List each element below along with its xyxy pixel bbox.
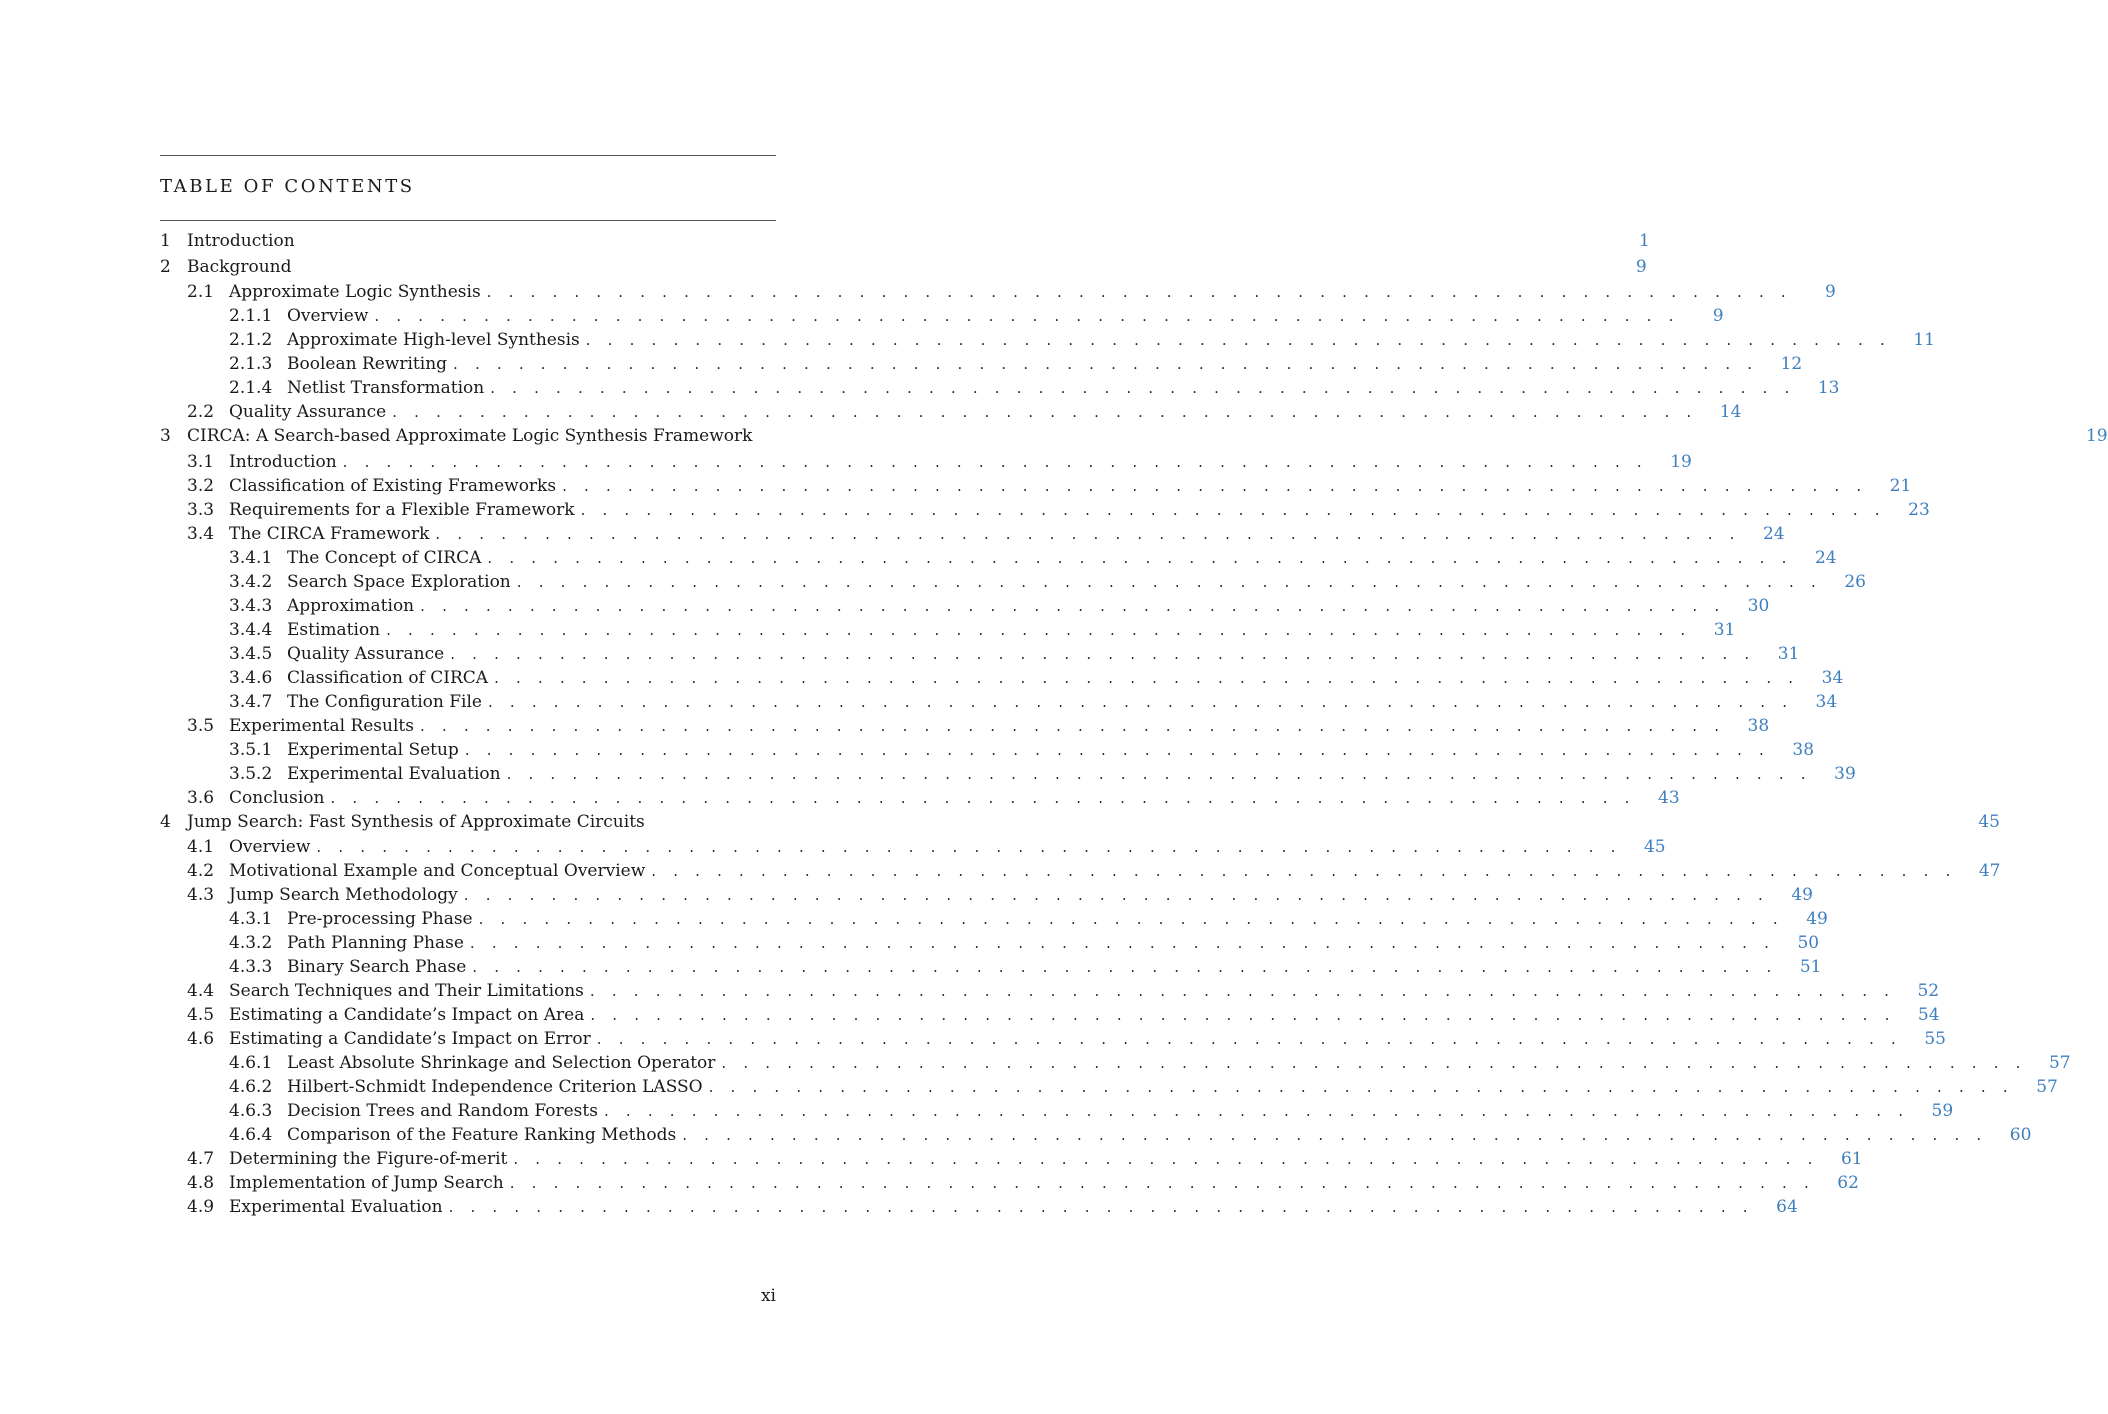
toc-entry-4-7[interactable] [160,1147,1863,1171]
toc-entry-title[interactable]: Search Techniques and Their Limitations [229,979,590,1003]
toc-entry-page-link[interactable]: 34 [1815,691,1838,712]
toc-entry-page-link[interactable]: 61 [1840,1149,1863,1169]
toc-entry-number: 4.5 [187,1005,215,1025]
dot-leader: . . . . . . . . . . . . . . . . . . . . . . . . . . . . . . . . . . . . . . . . . . . . . . . . . . . . . . . . . . . . [596,1030,1902,1048]
table-of-contents [160,229,2108,1219]
toc-entry-number: 3.1 [187,451,215,472]
toc-entry-title[interactable]: Estimation [287,618,386,642]
toc-entry-page-link[interactable]: 26 [1844,571,1866,592]
toc-entry-title[interactable]: Overview [287,304,374,328]
toc-entry-title[interactable]: Approximate Logic Synthesis [229,280,487,304]
toc-entry-title[interactable]: Decision Trees and Random Forests [287,1099,604,1123]
dot-leader: . . . . . . . . . . . . . . . . . . . . . . . . . . . . . . . . . . . . . . . . . . . . . . . . . . . . . . . . . . . . [585,331,1891,349]
toc-entry-number: 4.6 [187,1029,215,1049]
toc-entry-4-6-1[interactable] [160,1051,2071,1075]
toc-entry-title[interactable]: The Concept of CIRCA [287,546,487,570]
toc-entry-page-link[interactable]: 19 [1670,451,1692,472]
toc-entry-number: 3.4.5 [229,643,273,664]
toc-entry-number: 4.6.3 [229,1101,273,1121]
toc-entry-number: 3.4 [187,523,215,544]
toc-entry-title[interactable]: Implementation of Jump Search [229,1171,510,1195]
toc-entry-number: 4 [160,811,171,832]
toc-entry-number: 2 [160,256,171,277]
dot-leader: . . . . . . . . . . . . . . . . . . . . . . . . . . . . . . . . . . . . . . . . . . . . . . . . . . . . . . . . . . . . [721,1054,2027,1072]
toc-entry-number: 4.8 [187,1173,215,1193]
toc-entry-2-1[interactable] [160,280,1836,304]
toc-entry-page-link[interactable]: 9 [1825,282,1836,302]
toc-entry-number: 4.6.2 [229,1077,273,1097]
toc-entry-4-3-1[interactable] [160,907,1828,931]
toc-entry-title[interactable]: Conclusion [229,786,330,810]
toc-entry-title[interactable]: Requirements for a Flexible Framework [229,498,581,522]
dot-leader: . . . . . . . . . . . . . . . . . . . . . . . . . . . . . . . . . . . . . . . . . . . . . . . . . . . . . . . . . . . . [487,692,1794,711]
dot-leader: . . . . . . . . . . . . . . . . . . . . . . . . . . . . . . . . . . . . . . . . . . . . . . . . . . . . . . . . . . . . [509,1174,1815,1192]
toc-entry-page-link[interactable]: 39 [1834,763,1856,784]
toc-entry-3-5-2[interactable] [160,762,1856,786]
toc-entry-page-link[interactable]: 57 [2036,1077,2058,1097]
toc-entry-page-link[interactable]: 51 [1799,957,1822,977]
dot-leader: . . . . . . . . . . . . . . . . . . . . . . . . . . . . . . . . . . . . . . . . . . . . . . . . . . . . . . . . . . . . [330,788,1636,807]
dot-leader: . . . . . . . . . . . . . . . . . . . . . . . . . . . . . . . . . . . . . . . . . . . . . . . . . . . . . . . . . . . . [487,548,1793,567]
toc-entry-title[interactable]: Hilbert-Schmidt Independence Criterion LASSO [287,1075,709,1099]
toc-entry-title[interactable]: Classification of Existing Frameworks [229,474,562,498]
toc-entry-title[interactable]: Classification of CIRCA [287,666,494,690]
toc-entry-number: 3.5.2 [229,763,273,784]
toc-entry-page-link[interactable]: 21 [1889,475,1912,496]
toc-entry-number: 4.3.3 [229,957,273,977]
toc-entry-title[interactable]: Introduction [187,229,301,255]
toc-entry-4-5[interactable] [160,1003,1940,1027]
toc-entry-3-3[interactable] [160,498,1930,522]
toc-entry-4-2[interactable] [160,859,2001,883]
toc-entry-2[interactable] [160,255,1647,281]
toc-entry-number: 3.4.1 [229,547,273,568]
toc-entry-title[interactable]: Experimental Results [229,714,420,738]
toc-entry-4-6-2[interactable] [160,1075,2058,1099]
toc-entry-page-link[interactable]: 59 [1931,1101,1954,1121]
toc-entry-title[interactable]: Quality Assurance [287,642,450,666]
toc-entry-4-3-2[interactable] [160,931,1820,955]
toc-entry-2-1-4[interactable] [160,376,1840,400]
toc-entry-number: 3.4.2 [229,571,273,592]
toc-entry-4[interactable] [160,810,2000,836]
toc-entry-page-link[interactable]: 34 [1821,667,1844,688]
toc-entry-3-4[interactable] [160,522,1785,546]
toc-entry-4-3-3[interactable] [160,955,1822,979]
toc-entry-2-1-2[interactable] [160,328,1935,352]
toc-entry-title[interactable]: Estimating a Candidate’s Impact on Error [229,1027,597,1051]
toc-entry-3-5[interactable] [160,714,1770,738]
toc-entry-4-6[interactable] [160,1027,1946,1051]
toc-entry-number: 4.3 [187,885,215,905]
dot-leader: . . . . . . . . . . . . . . . . . . . . . . . . . . . . . . . . . . . . . . . . . . . . . . . . . . . . . . . . . . . . [316,838,1622,856]
dot-leader: . . . . . . . . . . . . . . . . . . . . . . . . . . . . . . . . . . . . . . . . . . . . . . . . . . . . . . . . . . . . [374,307,1680,325]
dot-leader: . . . . . . . . . . . . . . . . . . . . . . . . . . . . . . . . . . . . . . . . . . . . . . . . . . . . . . . . . . . . [453,355,1759,373]
dot-leader: . . . . . . . . . . . . . . . . . . . . . . . . . . . . . . . . . . . . . . . . . . . . . . . . . . . . . . . . . . . . [392,403,1698,421]
toc-entry-3-4-7[interactable] [160,690,1838,714]
toc-entry-number: 4.3.2 [229,933,273,953]
toc-entry-page-link[interactable]: 38 [1747,715,1770,736]
toc-entry-number: 3.5 [187,715,215,736]
toc-entry-title[interactable]: CIRCA: A Search-based Approximate Logic Synthesis Framework [187,424,758,450]
toc-entry-number: 2.1.1 [229,306,273,326]
toc-entry-4-3[interactable] [160,883,1813,907]
dot-leader: . . . . . . . . . . . . . . . . . . . . . . . . . . . . . . . . . . . . . . . . . . . . . . . . . . . . . . . . . . . . [506,764,1812,783]
toc-entry-page-link[interactable]: 62 [1837,1173,1859,1193]
toc-entry-number: 4.9 [187,1197,215,1217]
toc-entry-4-1[interactable] [160,835,1666,859]
toc-entry-number: 1 [160,231,171,251]
toc-entry-page-link[interactable]: 49 [1791,885,1813,905]
toc-entry-3-4-1[interactable] [160,546,1837,570]
dot-leader: . . . . . . . . . . . . . . . . . . . . . . . . . . . . . . . . . . . . . . . . . . . . . . . . . . . . . . . . . . . . [469,934,1776,952]
toc-entry-number: 2.1 [187,282,215,302]
toc-entry-number: 3.4.3 [229,595,273,616]
dot-leader: . . . . . . . . . . . . . . . . . . . . . . . . . . . . . . . . . . . . . . . . . . . . . . . . . . . . . . . . . . . . [478,910,1784,928]
dot-leader: . . . . . . . . . . . . . . . . . . . . . . . . . . . . . . . . . . . . . . . . . . . . . . . . . . . . . . . . . . . . [448,1198,1754,1216]
toc-entry-title[interactable]: Estimating a Candidate’s Impact on Area [229,1003,590,1027]
dot-leader: . . . . . . . . . . . . . . . . . . . . . . . . . . . . . . . . . . . . . . . . . . . . . . . . . . . . . . . . . . . . [450,644,1756,663]
toc-entry-title[interactable]: Approximate High-level Synthesis [287,328,586,352]
toc-entry-title[interactable]: Approximation [287,594,420,618]
toc-entry-page-link[interactable]: 54 [1917,1005,1940,1025]
toc-entry-4-8[interactable] [160,1171,1859,1195]
toc-entry-number: 3.3 [187,499,215,520]
dot-leader: . . . . . . . . . . . . . . . . . . . . . . . . . . . . . . . . . . . . . . . . . . . . . . . . . . . . . . . . . . . . [562,476,1868,495]
toc-entry-page-link[interactable]: 47 [1978,861,2001,881]
toc-entry-page-link[interactable]: 24 [1762,523,1785,544]
dot-leader: . . . . . . . . . . . . . . . . . . . . . . . . . . . . . . . . . . . . . . . . . . . . . . . . . . . . . . . . . . . . [486,283,1792,301]
toc-entry-page-link[interactable]: 49 [1806,909,1828,929]
toc-entry-page-link[interactable]: 31 [1713,619,1736,640]
toc-entry-page-link[interactable]: 12 [1780,354,1803,374]
toc-entry-title[interactable]: Least Absolute Shrinkage and Selection Operator [287,1051,721,1075]
toc-entry-title[interactable]: Motivational Example and Conceptual Overview [229,859,651,883]
toc-entry-number: 3.4.7 [229,691,273,712]
toc-entry-4-4[interactable] [160,979,1940,1003]
toc-entry-1[interactable] [160,229,1650,255]
dot-leader: . . . . . . . . . . . . . . . . . . . . . . . . . . . . . . . . . . . . . . . . . . . . . . . . . . . . . . . . . . . . [590,1006,1896,1024]
toc-entry-page-link[interactable]: 13 [1817,378,1840,398]
toc-entry-3-4-5[interactable] [160,642,1800,666]
toc-entry-title[interactable]: Jump Search: Fast Synthesis of Approximate Circuits [187,810,651,836]
toc-entry-2-1-3[interactable] [160,352,1803,376]
page-title: TABLE OF CONTENTS [160,176,415,197]
toc-entry-title[interactable]: The CIRCA Framework [229,522,435,546]
dot-leader: . . . . . . . . . . . . . . . . . . . . . . . . . . . . . . . . . . . . . . . . . . . . . . . . . . . . . . . . . . . . [651,862,1957,880]
dot-leader: . . . . . . . . . . . . . . . . . . . . . . . . . . . . . . . . . . . . . . . . . . . . . . . . . . . . . . . . . . . . [342,452,1648,471]
toc-entry-number: 4.6.4 [229,1125,273,1145]
toc-entry-4-6-4[interactable] [160,1123,2032,1147]
toc-entry-title[interactable]: Pre-processing Phase [287,907,479,931]
dot-leader: . . . . . . . . . . . . . . . . . . . . . . . . . . . . . . . . . . . . . . . . . . . . . . . . . . . . . . . . . . . . [472,958,1778,976]
dot-leader: . . . . . . . . . . . . . . . . . . . . . . . . . . . . . . . . . . . . . . . . . . . . . . . . . . . . . . . . . . . . [580,500,1886,519]
toc-entry-page-link[interactable]: 60 [2009,1125,2032,1145]
toc-entry-page-link[interactable]: 57 [2048,1053,2071,1073]
toc-entry-page-link[interactable]: 45 [1643,837,1666,857]
dot-leader: . . . . . . . . . . . . . . . . . . . . . . . . . . . . . . . . . . . . . . . . . . . . . . . . . . . . . . . . . . . . [682,1126,1988,1144]
dot-leader: . . . . . . . . . . . . . . . . . . . . . . . . . . . . . . . . . . . . . . . . . . . . . . . . . . . . . . . . . . . . [516,572,1822,591]
dot-leader: . . . . . . . . . . . . . . . . . . . . . . . . . . . . . . . . . . . . . . . . . . . . . . . . . . . . . . . . . . . . [463,886,1769,904]
toc-entry-title[interactable]: Jump Search Methodology [229,883,464,907]
toc-entry-title[interactable]: Background [187,255,297,281]
dot-leader: . . . . . . . . . . . . . . . . . . . . . . . . . . . . . . . . . . . . . . . . . . . . . . . . . . . . . . . . . . . . [513,1150,1819,1168]
footer-page-number: xi [760,1286,776,1306]
toc-entry-page-link[interactable]: 24 [1814,547,1837,568]
toc-entry-3-4-2[interactable] [160,570,1866,594]
toc-entry-title[interactable]: Binary Search Phase [287,955,472,979]
toc-entry-2-1-1[interactable] [160,304,1724,328]
toc-entry-number: 3.4.6 [229,667,273,688]
toc-entry-page-link[interactable]: 43 [1658,787,1680,808]
toc-entry-number: 3 [160,426,171,446]
toc-entry-number: 2.1.4 [229,378,273,398]
dot-leader: . . . . . . . . . . . . . . . . . . . . . . . . . . . . . . . . . . . . . . . . . . . . . . . . . . . . . . . . . . . . [386,620,1692,639]
toc-entry-page-link[interactable]: 31 [1777,643,1800,664]
dot-leader: . . . . . . . . . . . . . . . . . . . . . . . . . . . . . . . . . . . . . . . . . . . . . . . . . . . . . . . . . . . . [708,1078,2014,1096]
toc-entry-page-link[interactable]: 1 [1639,231,1650,251]
toc-entry-title[interactable]: Boolean Rewriting [287,352,453,376]
heading-rule [160,220,776,221]
toc-entry-number: 3.5.1 [229,739,273,760]
toc-entry-number: 2.2 [187,402,215,422]
toc-entry-title[interactable]: Quality Assurance [229,400,392,424]
toc-entry-number: 3.4.4 [229,619,273,640]
toc-entry-number: 4.7 [187,1149,215,1169]
dot-leader: . . . . . . . . . . . . . . . . . . . . . . . . . . . . . . . . . . . . . . . . . . . . . . . . . . . . . . . . . . . . [494,668,1800,687]
toc-entry-page-link[interactable]: 30 [1747,595,1770,616]
toc-entry-3-5-1[interactable] [160,738,1815,762]
toc-entry-number: 3.2 [187,475,215,496]
toc-entry-title[interactable]: Introduction [229,450,343,474]
toc-entry-page-link[interactable]: 52 [1917,981,1940,1001]
toc-entry-number: 4.2 [187,861,215,881]
toc-entry-number: 3.6 [187,787,215,808]
top-rule [160,155,776,156]
toc-entry-number: 4.1 [187,837,215,857]
toc-entry-page-link[interactable]: 11 [1913,330,1935,350]
toc-entry-page-link[interactable]: 38 [1792,739,1815,760]
toc-entry-page-link[interactable]: 9 [1712,306,1724,326]
toc-entry-page-link[interactable]: 50 [1797,933,1820,953]
toc-entry-title[interactable]: Netlist Transformation [287,376,490,400]
toc-entry-page-link[interactable]: 9 [1635,256,1647,277]
dot-leader: . . . . . . . . . . . . . . . . . . . . . . . . . . . . . . . . . . . . . . . . . . . . . . . . . . . . . . . . . . . . [420,596,1726,615]
dot-leader: . . . . . . . . . . . . . . . . . . . . . . . . . . . . . . . . . . . . . . . . . . . . . . . . . . . . . . . . . . . . [589,982,1896,1000]
dot-leader: . . . . . . . . . . . . . . . . . . . . . . . . . . . . . . . . . . . . . . . . . . . . . . . . . . . . . . . . . . . . [490,379,1796,397]
toc-entry-title[interactable]: Experimental Setup [287,738,465,762]
toc-entry-title[interactable]: Experimental Evaluation [287,762,507,786]
toc-entry-3-4-3[interactable] [160,594,1770,618]
toc-entry-page-link[interactable]: 14 [1719,402,1742,422]
toc-entry-page-link[interactable]: 45 [1978,811,2000,832]
dot-leader: . . . . . . . . . . . . . . . . . . . . . . . . . . . . . . . . . . . . . . . . . . . . . . . . . . . . . . . . . . . . [464,740,1771,759]
toc-entry-title[interactable]: Comparison of the Feature Ranking Methods [287,1123,682,1147]
toc-entry-4-6-3[interactable] [160,1099,1954,1123]
toc-entry-title[interactable]: Overview [229,835,316,859]
toc-entry-page-link[interactable]: 19 [2085,426,2108,446]
dot-leader: . . . . . . . . . . . . . . . . . . . . . . . . . . . . . . . . . . . . . . . . . . . . . . . . . . . . . . . . . . . . [603,1102,1910,1120]
toc-entry-number: 2.1.3 [229,354,273,374]
toc-entry-number: 2.1.2 [229,330,273,350]
toc-entry-3-2[interactable] [160,474,1912,498]
toc-entry-page-link[interactable]: 55 [1924,1029,1946,1049]
toc-entry-title[interactable]: Path Planning Phase [287,931,470,955]
toc-entry-number: 4.3.1 [229,909,273,929]
toc-entry-3-4-4[interactable] [160,618,1736,642]
toc-entry-3-4-6[interactable] [160,666,1844,690]
toc-entry-number: 4.6.1 [229,1053,273,1073]
toc-entry-title[interactable]: Determining the Figure-of-merit [229,1147,513,1171]
toc-entry-page-link[interactable]: 23 [1908,499,1930,520]
toc-entry-title[interactable]: The Configuration File [287,690,488,714]
toc-entry-title[interactable]: Search Space Exploration [287,570,517,594]
dot-leader: . . . . . . . . . . . . . . . . . . . . . . . . . . . . . . . . . . . . . . . . . . . . . . . . . . . . . . . . . . . . [419,716,1726,735]
toc-entry-3-6[interactable] [160,786,1680,810]
toc-entry-title[interactable]: Experimental Evaluation [229,1195,449,1219]
toc-entry-4-9[interactable] [160,1195,1798,1219]
toc-entry-number: 4.4 [187,981,215,1001]
toc-entry-3[interactable] [160,424,2108,450]
dot-leader: . . . . . . . . . . . . . . . . . . . . . . . . . . . . . . . . . . . . . . . . . . . . . . . . . . . . . . . . . . . . [435,524,1741,543]
toc-entry-3-1[interactable] [160,450,1692,474]
toc-entry-2-2[interactable] [160,400,1742,424]
toc-entry-page-link[interactable]: 64 [1776,1197,1798,1217]
